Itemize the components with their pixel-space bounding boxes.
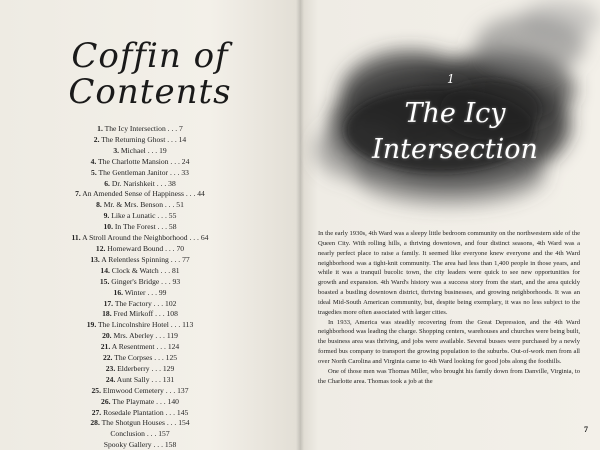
toc-entry-number: 25.	[91, 385, 101, 395]
toc-entry	[40, 222, 240, 233]
toc-entry	[40, 309, 240, 320]
paragraph: In the early 1930s, 4th Ward was a sleepy little bedroom community on the northwestern side of the Queen City. With rolling hills, a thriving downtown, and four distinct seasons, 4th Ward was a nearly perfect place to raise a family. It seemed like everyone knew everyone and the 4th Ward neighborhood was a tight-knit community. The area had less than 1,400 people in those years, and while it was a tranquil bucolic town, the city leaders were quick to see new opportunities for growth and expansion. 4th Ward's history was a success story from the start, and the area quickly boasted a bustling downtown district, thriving businesses, and growing neighborhoods. It was an ideal Mid-South American community, but, despite being exemplary, it was no less subject to the tragedies more often associated with larger cities.	[318, 230, 580, 316]
toc-entry	[40, 299, 240, 310]
toc-entry-text: Clock & Watch . . . 81	[109, 265, 180, 275]
toc-entry	[40, 353, 240, 364]
toc-entry-text: Mr. & Mrs. Benson . . . 51	[101, 200, 184, 210]
paragraph: One of those men was Thomas Miller, who brought his family down from Danville, Virginia, to the Charlotte area. Thomas took a job at the	[318, 367, 580, 385]
toc-entry-number: 21.	[100, 342, 111, 352]
toc-entry-number: 3.	[113, 145, 120, 155]
toc-entry-number: 24.	[105, 374, 116, 384]
toc-entry-text: Conclusion . . . 157	[110, 429, 170, 439]
toc-entry-text: The Gentleman Janitor . . . 33	[96, 167, 189, 177]
toc-entry-text: The Icy Intersection . . . 7	[102, 124, 183, 133]
toc-entry	[40, 124, 240, 135]
toc-entry-text: A Stroll Around the Neighborhood . . . 64	[80, 233, 209, 243]
toc-entry-number: 16.	[113, 287, 124, 297]
toc-entry	[40, 211, 240, 222]
toc-entry-text: In The Forest . . . 58	[112, 222, 177, 232]
toc-entry-number: 13.	[90, 254, 100, 264]
toc-entry-number: 14.	[100, 265, 110, 275]
toc-entry-number: 28.	[90, 418, 100, 428]
toc-entry-text: A Resentment . . . 124	[110, 342, 180, 352]
toc-entry	[40, 418, 240, 429]
toc-entry-text: Homeward Bound . . . 70	[105, 243, 185, 253]
toc-entry-number: 4.	[90, 156, 97, 166]
toc-entry-number: 11.	[71, 233, 81, 243]
toc-entry-number: 1.	[97, 124, 103, 133]
toc-entry-text: Rosedale Plantation . . . 145	[101, 407, 189, 417]
toc-entry-text: The Factory . . . 102	[113, 298, 177, 308]
toc-entry-text: Fred Mirkoff . . . 108	[111, 309, 178, 319]
toc-entry-number: 2.	[93, 134, 100, 144]
toc-entry-text: The Charlotte Mansion . . . 24	[96, 156, 190, 166]
toc-entry-number: 12.	[95, 243, 106, 253]
right-page	[300, 0, 600, 450]
toc-entry-text: Winter . . . 99	[123, 287, 167, 297]
chapter-title	[340, 96, 570, 168]
toc-entry-text: Like a Lunatic . . . 55	[109, 211, 177, 221]
toc-entry	[40, 386, 240, 397]
toc-entry-number: 20.	[102, 331, 112, 341]
chapter-title-line1: The Icy	[404, 98, 506, 129]
toc-entry-number: 22.	[102, 353, 113, 363]
toc-title	[60, 38, 240, 110]
toc-entry-text: The Lincolnshire Hotel . . . 113	[96, 320, 194, 330]
toc-entry	[40, 331, 240, 342]
toc-entry-text: The Corpses . . . 125	[112, 353, 178, 363]
toc-entry-number: 18.	[102, 309, 112, 319]
chapter-title-line2: Intersection	[372, 134, 538, 165]
toc-title-line2: Contents	[68, 72, 232, 112]
toc-entry	[40, 429, 240, 440]
toc-entry-text: Spooky Gallery . . . 158	[103, 440, 177, 450]
toc-entry	[40, 189, 240, 200]
toc-entry-text: The Shotgun Houses . . . 154	[99, 418, 190, 428]
toc-entry	[40, 168, 240, 179]
toc-entry-number: 23.	[105, 363, 116, 373]
page-number: 7	[584, 425, 588, 434]
table-of-contents	[40, 124, 240, 450]
toc-entry-text: A Relentless Spinning . . . 77	[99, 254, 190, 264]
chapter-number: 1	[447, 72, 455, 86]
toc-entry	[40, 244, 240, 255]
toc-entry	[40, 135, 240, 146]
toc-entry-number: 8.	[96, 200, 102, 210]
toc-entry-number: 19.	[86, 320, 97, 330]
toc-entry	[40, 157, 240, 168]
paragraph: In 1933, America was steadily recovering from the Great Depression, and the 4th Ward neighborhood was leading the charge. Shopping centers, warehouses and churches were being built, the business area was thriving, and jobs were available. Several busses were purchased by a newly formed bus company to transport the growing population to the suburbs. Out-of-work men from all over North Carolina and Virginia came to 4th Ward looking for good jobs along the foothills.	[318, 318, 580, 365]
toc-entry-text: Elderberry . . . 129	[115, 363, 175, 373]
toc-entry	[40, 320, 240, 331]
toc-entry-number: 27.	[91, 407, 102, 417]
toc-entry	[40, 200, 240, 211]
toc-entry-number: 15.	[99, 276, 110, 286]
toc-entry-text: Ginger's Bridge . . . 93	[109, 276, 181, 286]
toc-entry	[40, 408, 240, 419]
toc-entry	[40, 146, 240, 157]
toc-entry-text: The Playmate . . . 140	[110, 396, 179, 406]
toc-entry	[40, 179, 240, 190]
toc-entry	[40, 255, 240, 266]
toc-entry-number: 9.	[103, 211, 110, 221]
toc-entry-text: The Returning Ghost . . . 14	[99, 134, 187, 144]
toc-entry	[40, 375, 240, 386]
toc-entry-text: An Amended Sense of Happiness . . . 44	[80, 189, 205, 199]
toc-entry	[40, 364, 240, 375]
toc-entry-number: 6.	[104, 178, 110, 188]
toc-entry-number: 5.	[91, 167, 97, 177]
toc-title-line1: Coffin of	[71, 36, 229, 76]
toc-entry-text: Mrs. Aberley . . . 119	[111, 331, 178, 341]
toc-entry	[40, 288, 240, 299]
toc-entry-text: Elmwood Cemetery . . . 137	[100, 385, 189, 395]
toc-entry-text: Aunt Sally . . . 131	[115, 374, 175, 384]
toc-entry-text: Michael . . . 19	[119, 145, 167, 155]
toc-entry	[40, 266, 240, 277]
toc-entry-number: 10.	[103, 222, 113, 232]
toc-entry	[40, 397, 240, 408]
toc-entry	[40, 277, 240, 288]
chapter-body-text	[318, 229, 580, 387]
toc-entry	[40, 342, 240, 353]
toc-entry-text: Dr. Narishkeit . . . 38	[109, 178, 176, 188]
toc-entry-number: 17.	[103, 298, 114, 308]
toc-entry-number: 26.	[101, 396, 111, 406]
toc-entry-number: 7.	[75, 189, 81, 199]
toc-entry	[40, 233, 240, 244]
toc-entry	[40, 440, 240, 450]
